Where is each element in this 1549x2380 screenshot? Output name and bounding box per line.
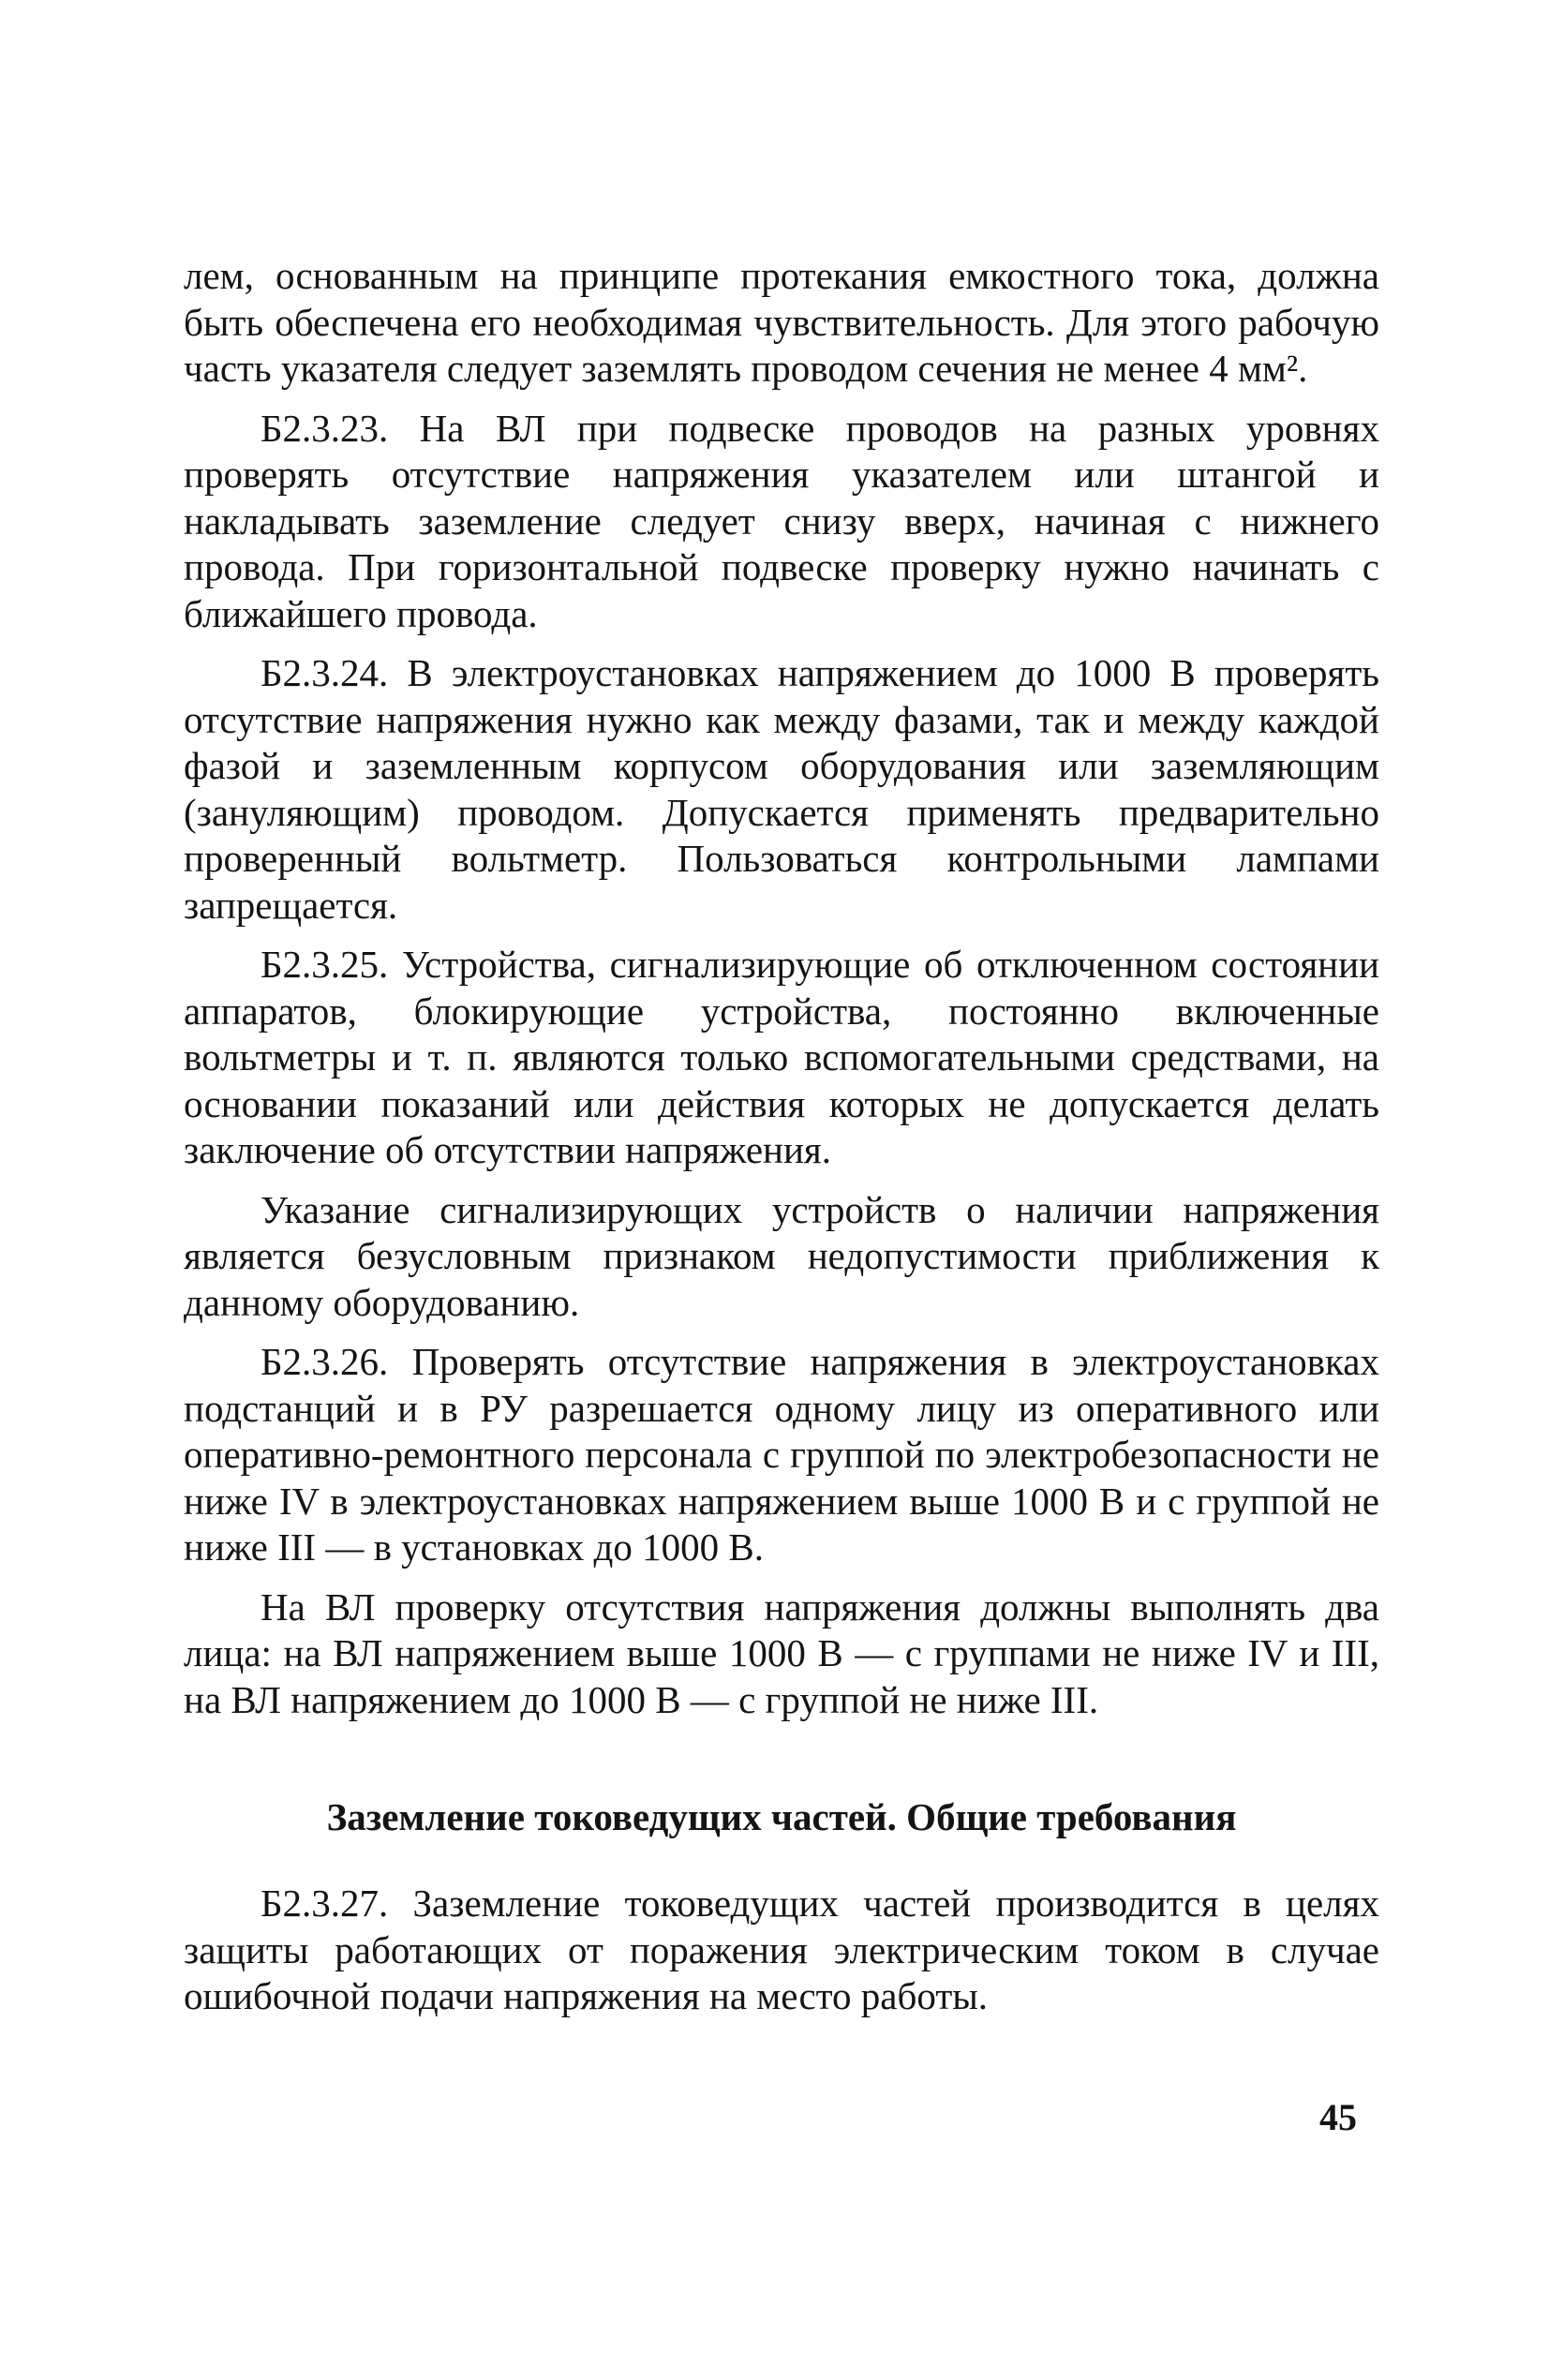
paragraph-b2-3-25: Б2.3.25. Устройства, сигнализирующие об отключенном состоянии аппаратов, блокирующие устройства, постоянно включенные вольтметры и т. п. являются только вспомогательными средствами, на основании показаний или действия которых не допускается делать заключение об отсутствии напряжения.	[184, 943, 1379, 1171]
section-heading: Заземление токоведущих частей. Общие требования	[326, 1795, 1237, 1838]
paragraph-signal-indication: Указание сигнализирующих устройств о наличии напряжения является безусловным признаком недопустимости приближения к данному оборудованию.	[184, 1187, 1379, 1324]
paragraph-vl-check: На ВЛ проверку отсутствия напряжения должны выполнять два лица: на ВЛ напряжением выше 1000 В — с группами не ниже IV и III, на ВЛ напряжением до 1000 В — с группой не ниже III.	[184, 1584, 1379, 1721]
paragraph-continuation: лем, основанным на принципе протекания емкостного тока, должна быть обеспечена его необходимая чувствительность. Для этого рабочую часть указателя следует заземлять проводом сечения не менее 4 мм².	[184, 254, 1379, 390]
page-number: 45	[1319, 2096, 1357, 2138]
paragraph-b2-3-27: Б2.3.27. Заземление токоведущих частей производится в целях защиты работающих от поражения электрическим током в случае ошибочной подачи напряжения на место работы.	[184, 1882, 1379, 2017]
paragraph-b2-3-23: Б2.3.23. На ВЛ при подвеске проводов на разных уровнях проверять отсутствие напряжения указателем или штангой и накладывать заземление следует снизу вверх, начиная с нижнего провода. При горизонтальной подвеске проверку нужно начинать с ближайшего провода.	[184, 406, 1379, 635]
paragraph-b2-3-24: Б2.3.24. В электроустановках напряжением до 1000 В проверять отсутствие напряжения нужно как между фазами, так и между каждой фазой и заземленным корпусом оборудования или заземляющим (зануляющим) проводом. Допускается применять предварительно проверенный вольтметр. Пользоваться контрольными лампами запрещается.	[184, 651, 1379, 927]
paragraph-b2-3-26: Б2.3.26. Проверять отсутствие напряжения в электроустановках подстанций и в РУ разрешается одному лицу из оперативного или оперативно-ремонтного персонала с группой по электробезопасности не ниже IV в электроустановках напряжением выше 1000 В и с группой не ниже III — в установках до 1000 В.	[184, 1340, 1379, 1569]
page-body	[184, 253, 1379, 2020]
